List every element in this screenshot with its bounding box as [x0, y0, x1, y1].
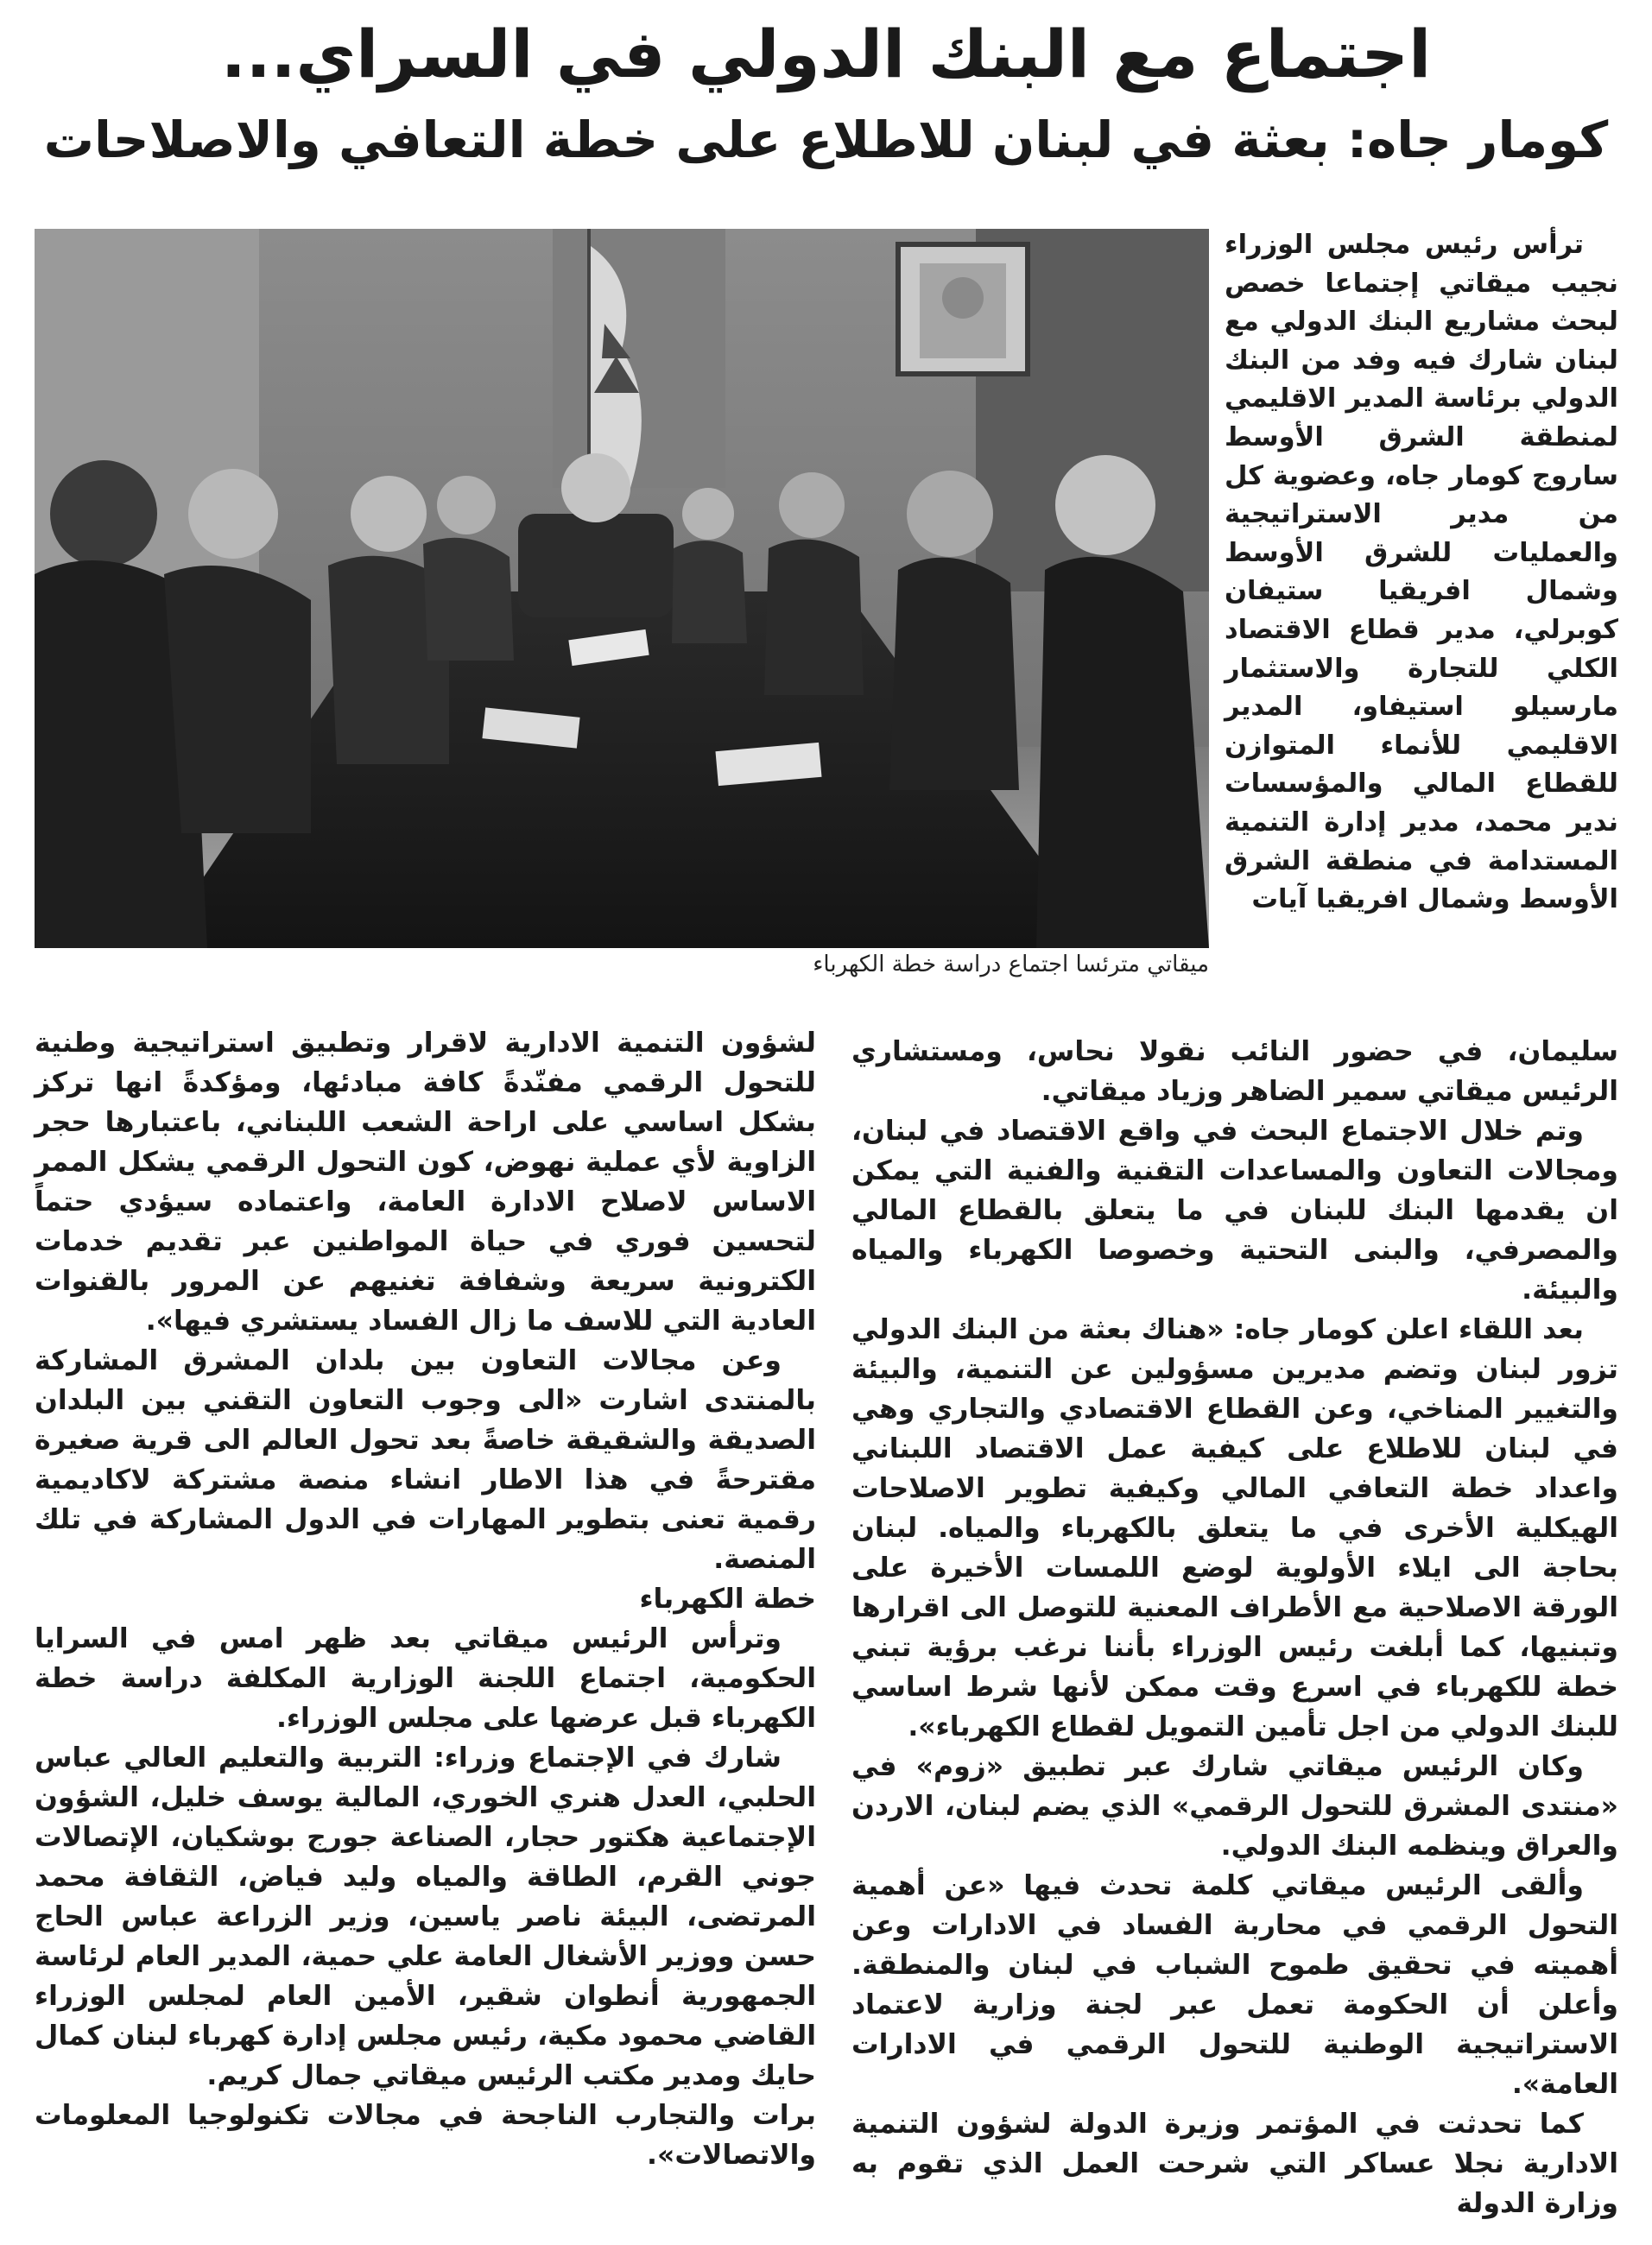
headline-line-1: اجتماع مع البنك الدولي في السراي...: [220, 16, 1432, 92]
section-subheading: خطة الكهرباء: [639, 1584, 816, 1615]
paragraph: وترأس الرئيس ميقاتي بعد ظهر امس في السرايا الحكومية، اجتماع اللجنة الوزارية المكلفة دراسة خطة الكهرباء قبل عرضها على مجلس الوزراء.: [35, 1623, 816, 1734]
paragraph: وألقى الرئيس ميقاتي كلمة تحدث فيها «عن أهمية التحول الرقمي في محاربة الفساد في الادارات وعن أهميته في تحقيق طموح الشباب في لبنان والمنطقة. وأعلن أن الحكومة تعمل عبر لجنة وزارية لاعتماد الاستراتيجية الوطنية للتحول الرقمي في الادارات العامة».: [851, 1870, 1618, 2100]
paragraph: برات والتجارب الناجحة في مجالات تكنولوجيا المعلومات والاتصالات».: [35, 2100, 816, 2171]
paragraph: وتم خلال الاجتماع البحث في واقع الاقتصاد في لبنان، ومجالات التعاون والمساعدات التقنية والفنية التي يمكن ان يقدمها البنك للبنان في ما يتعلق بالقطاع المالي والمصرفي، والبنى التحتية وخصوصا الكهرباء والمياه والبيئة.: [851, 1116, 1618, 1306]
headline-line-2: كومار جاه: بعثة في لبنان للاطلاع على خطة التعافي والاصلاحات: [43, 111, 1609, 169]
paragraph: وكان الرئيس ميقاتي شارك عبر تطبيق «زوم» في «منتدى المشرق للتحول الرقمي» الذي يضم لبنان، الاردن والعراق وينظمه البنك الدولي.: [851, 1751, 1618, 1862]
article-column-lower-left: [35, 1023, 816, 2175]
paragraph: سليمان، في حضور النائب نقولا نحاس، ومستشاري الرئيس ميقاتي سمير الضاهر وزياد ميقاتي.: [851, 1036, 1618, 1107]
article-column-right: [1225, 226, 1618, 920]
paragraph: بعد اللقاء اعلن كومار جاه: «هناك بعثة من البنك الدولي تزور لبنان وتضم مديرين مسؤولين عن التنمية، والبيئة والتغيير المناخي، وعن القطاع الاقتصادي والتجاري وهي في لبنان للاطلاع على كيفية عمل الاقتصاد اللبناني واعداد خطة التعافي المالي وكيفية تطوير الاصلاحات الهيكلية الأخرى في ما يتعلق بالكهرباء والمياه. لبنان بحاجة الى ايلاء الأولوية لوضع اللمسات الأخيرة على الورقة الاصلاحية مع الأطراف المعنية للتوصل الى اقرارها وتبنيها، كما أبلغت رئيس الوزراء بأننا نرغب برؤية تبني خطة للكهرباء في اسرع وقت ممكن لأنها شرط اساسي للبنك الدولي من اجل تأمين التمويل لقطاع الكهرباء».: [851, 1314, 1618, 1742]
paragraph: وعن مجالات التعاون بين بلدان المشرق المشاركة بالمنتدى اشارت «الى وجوب التعاون التقني بين البلدان الصديقة والشقيقة خاصةً بعد تحول العالم الى قرية صغيرة مقترحةً في هذا الاطار انشاء منصة مشتركة لاكاديمية رقمية تعنى بتطوير المهارات في الدول المشاركة في تلك المنصة.: [35, 1345, 816, 1575]
paragraph: ترأس رئيس مجلس الوزراء نجيب ميقاتي إجتماعا خصص لبحث مشاريع البنك الدولي مع لبنان شارك فيه وفد من البنك الدولي برئاسة المدير الاقليمي لمنطقة الشرق الأوسط ساروج كومار جاه، وعضوية كل من مدير الاستراتيجية والعمليات للشرق الأوسط وشمال افريقيا ستيفان كوبرلي، مدير قطاع الاقتصاد الكلي للتجارة والاستثمار مارسيلو استيفاو، المدير الاقليمي للأنماء المتوازن للقطاع المالي والمؤسسات ندير محمد، مدير إدارة التنمية المستدامة في منطقة الشرق الأوسط وشمال افريقيا آيات: [1225, 230, 1618, 915]
paragraph: لشؤون التنمية الادارية لاقرار وتطبيق استراتيجية وطنية للتحول الرقمي مفنّدةً كافة مبادئها، ومؤكدةً انها تركز بشكل اساسي على اراحة الشعب اللبناني، باعتبارها حجر الزاوية لأي عملية نهوض، كون التحول الرقمي يشكل الممر الاساس لاصلاح الادارة العامة، واعتماده سيؤدي حتماً لتحسين فوري في حياة المواطنين عبر تقديم خدمات الكترونية سريعة وشفافة تغنيهم عن المرور بالقنوات العادية التي للاسف ما زال الفساد يستشري فيها».: [35, 1028, 816, 1337]
photo-caption: ميقاتي مترئسا اجتماع دراسة خطة الكهرباء: [813, 952, 1209, 977]
paragraph: شارك في الإجتماع وزراء: التربية والتعليم العالي عباس الحلبي، العدل هنري الخوري، المالية يوسف خليل، الشؤون الإجتماعية هكتور حجار، الصناعة جورج بوشكيان، الإتصالات جوني القرم، الطاقة والمياه وليد فياض، الثقافة محمد المرتضى، البيئة ناصر ياسين، وزير الزراعة عباس الحاج حسن ووزير الأشغال العامة علي حمية، المدير العام لرئاسة الجمهورية أنطوان شقير، الأمين العام لمجلس الوزراء القاضي محمود مكية، رئيس مجلس إدارة كهرباء لبنان كمال حايك ومدير مكتب الرئيس ميقاتي جمال كريم.: [35, 1742, 816, 2091]
paragraph: كما تحدثت في المؤتمر وزيرة الدولة لشؤون التنمية الادارية نجلا عساكر التي شرحت العمل الذي تقوم به وزارة الدولة: [851, 2109, 1618, 2219]
article-column-lower-right: [851, 1032, 1618, 2223]
meeting-photo: [35, 229, 1209, 948]
